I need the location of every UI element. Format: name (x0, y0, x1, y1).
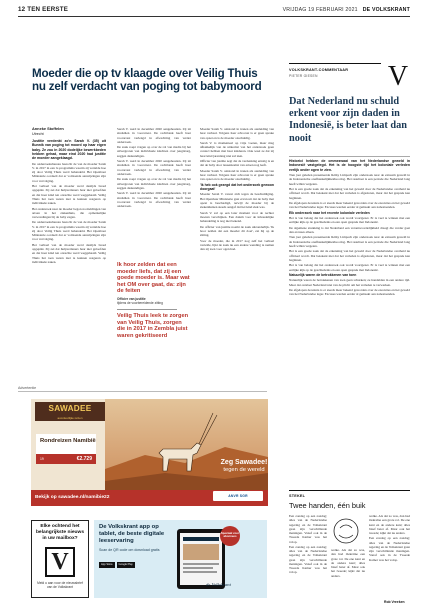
anvr-sgr-logo: ANVR SGR (213, 491, 263, 501)
tour-days: 19 (40, 457, 44, 462)
tour-card (36, 434, 96, 464)
sawadee-ad[interactable] (31, 399, 268, 506)
commentary-v-logo: V (387, 61, 409, 92)
article-lead: Justitie verdenkt zo'n Sarah V. (35) uit Bunnik van poging tot moord op haar eigen baby. Ze zou in 2020 dodelijke bewerkbeden hebben gehad, maar eind 2020 had justitie de moeder aangeklaagd. (32, 139, 106, 161)
article-column-1: Justitie verdenkt zo'n Sarah V. (35) uit Bunnik van poging tot moord op haar eigen baby. Ze zou in 2020 dodelijke bewerkbeden hebben gehad, maar eind 2020 had justitie de moeder aangeklaagd. De onderzoeksbureau bezocht de van de moeder Sarah V. in 2017 in een tv-programma waarin zij vertelde hoe zij door Veilig Thuis werd behandeld. Het Openbaar Ministerie oordeelt dat er voldoende aanwijzingen zijn voor vervolging. Het verhaal van de moeder werd destijds breed opgepikt. Zij zei dat hulpverleners haar niet geloofden en dat haar kind ten onrechte werd weggehaald. Veilig Thuis liet toen weten niet te kunnen reageren op individuele zaken. Het onderzoek naar de moeder begon na meldingen van artsen in het ziekenhuis, die opmerkelijke verwondingen bij de baby zagen. De onderzoeksbureau bezocht de van de moeder Sarah V. in 2017 in een tv-programma waarin zij vertelde hoe zij door Veilig Thuis werd behandeld. Het Openbaar Ministerie oordeelt dat er voldoende aanwijzingen zijn voor vervolging. Het verhaal van de moeder werd destijds breed opgepikt. Zij zei dat hulpverleners haar niet geloofden en dat haar kind ten onrechte werd weggehaald. Veilig Thuis liet toen weten niet te kunnen reageren op individuele zaken. (32, 139, 106, 264)
newsletter-title: Elke ochtend het belangrijkste nieuws in uw mailbox? (35, 524, 85, 541)
sawadee-slogan: Zeg Sawadee! tegen de wereld (220, 459, 268, 473)
pull-quote-rule (117, 309, 177, 310)
stekel-illustration-icon (331, 516, 361, 546)
stekel-rule (289, 490, 410, 491)
stekel-label: STEKEL (289, 494, 306, 498)
date-newspaper: VRIJDAG 19 FEBRUARI 2021 DE VOLKSKRANT (282, 7, 410, 13)
google-play-badge[interactable]: Google Play (118, 563, 133, 567)
tour-title: Rondreizen Namibië (40, 438, 96, 444)
commentary-title: Dat Nederland nu schuld erkent voor zijn daden in Indonesië, is beter laat dan nooit (289, 96, 407, 144)
advertentie-label: Advertentie (18, 386, 37, 390)
volkskrant-brand: de Volkskrant (206, 582, 231, 587)
page-number-section: 12 TEN EERSTE (18, 6, 69, 13)
sawadee-logo-sub: avontuurlijke reizen (35, 416, 105, 421)
volkskrant-v-logo: V (45, 547, 75, 577)
stekel-title: Twee handen, één buik (289, 501, 366, 510)
page-header (18, 4, 410, 16)
tour-price-band (36, 454, 96, 464)
commentary-rule-2 (289, 156, 410, 157)
sawadee-logo: SAWADEE (35, 402, 105, 416)
stekel-signature: Rob Vreeken (384, 600, 405, 604)
app-promo-title: De Volkskrant app op tablet, de beste digitale leeservaring (99, 524, 165, 544)
commentary-subheading-2: Natuurlijk waren de betrokkenen van toen (289, 273, 357, 278)
sawadee-cta[interactable]: Bekijk op sawadee.nl/namibie22 (31, 490, 268, 506)
app-promo[interactable] (94, 520, 267, 598)
article-column-3: Moeder Sarah V. ontstond in tranen als aanleiding van haar verhaal. Volgens haar advocaat is er geen sprake van opzet en is de moeder onschuldig. Sarah V. is momenteel op vrije voeten, maar mag afhankelijk van de uitkomst van het onderzoek geen contact hebben met haar kinderen. Ook weet ze dat zij haar kind jarenlang niet zal zien. Officier van justitie zegt dat de verdenking ernstig is en dat de baby door tussenkomst van artsen nog leeft. Moeder Sarah V. ontstond in tranen als aanleiding van haar verhaal. Volgens haar advocaat is er geen sprake van opzet en is de moeder onschuldig. 'Ik heb ook gezegd dat het onderzoek gewoon doorgaat' Moeder Sarah V. verzet zich tegen de beschuldiging. Het Openbaar Ministerie gaat ervan uit dat de baby met opzet is beschadigd, terwijl de moeder bij de ziekenhuizen steeds aangaf dat het kind ziek was. Sarah V. zal op een later moment voor de rechter moeten verschijnen. Een datum voor de inhoudelijke behandeling is nog niet bekend. De officier van justitie noemt de zaak uitzonderlijk. 'Ik hoor zelden dat een moeder dit doet', zei hij op de zitting. Voor de moeder, die in 2017 nog zelf het verhaal vertelde, lijkt de zaak nu een andere wending te nemen dan zij toen voor ogen had. (200, 127, 274, 251)
stekel-col-1: Een zondag op een zondag; alles van de Nederlandse regering en de Volkskrant gaan zijn verschillende meningen. Vanaf ook in de Tweede Kamer was het volop. Een zondag op een zondag; alles van de Nederlandse regering en de Volkskrant gaan zijn verschillende meningen. Vanaf ook in de Tweede Kamer was het volop. (289, 514, 327, 575)
ad-rule (18, 391, 267, 392)
newsletter-promo[interactable] (31, 520, 89, 598)
pull-quote (117, 262, 191, 339)
newsletter-sub: Meld u aan voor de nieuwsbrief van de Volkskrant (37, 580, 83, 589)
pull-quote-source: Officier van justitie tijdens de voorbereidende zitting (117, 296, 163, 305)
commentary-body: Historici hebben de ommezwaai van het Nederlandse geweld in Indonesië vastgelegd. Het is de hoogste tijd het koloniale verleden eerlijk onder ogen te zien. Tien jaar geleden presenteerde Rémy Limpach zijn onderzoek naar de extreem geweld in de Indonesische onafhankelijkheidsoorlog. Het resultaat is een periode die Nederland lang heeft willen vergeten. Het is een goede zaak dat de erkenning van het geweld door de Nederlandse overheid nu officieel wordt. Dat betekent niet dat het verleden is afgesloten, maar dat het gesprek kan beginnen. De afgelopen decennia is er steeds meer bekend geworden over de executies en het geweld van het Nederlandse leger. Excuses werden eerder al gemaakt aan nabestaanden. Elk onderzoek naar het recente koloniale verleden Het is van belang dat het onderzoek ook wordt voortgezet. Er is veel te winnen met een eerlijke kijk op de geschiedenis en een open gesprek met Indonesië. De algemene strekking is dat Nederland een verantwoordelijkheid draagt die verder gaat dan excuses alleen. Tien jaar geleden presenteerde Rémy Limpach zijn onderzoek naar de extreem geweld in de Indonesische onafhankelijkheidsoorlog. Het resultaat is een periode die Nederland lang heeft willen vergeten. Het is een goede zaak dat de erkenning van het geweld door de Nederlandse overheid nu officieel wordt. Dat betekent niet dat het verleden is afgesloten, maar dat het gesprek kan beginnen. Het is van belang dat het onderzoek ook wordt voortgezet. Er is veel te winnen met een eerlijke kijk op de geschiedenis en een open gesprek met Indonesië. Natuurlijk waren de betrokkenen van toen Natuurlijk waren de betrokkenen van toen geen schurken; ze handelden in een andere tijd. Maar dat ontslaat Nederland niet van de plicht om het verleden te verwerken. De afgelopen decennia is er steeds meer bekend geworden over de executies en het geweld van het Nederlandse leger. Excuses werden eerder al gemaakt aan nabestaanden. (289, 159, 410, 297)
subscriber-badge: Speciaal voor abonnees (220, 526, 240, 546)
pull-quote-2: Veilig Thuis leek te zorgen van Veilig Thuis, zorgen die in 2017 in Zembla juist waren gekritiseerd (117, 312, 189, 339)
header-rule (18, 16, 410, 17)
commentary-subheading: Elk onderzoek naar het recente koloniale verleden (289, 210, 370, 215)
stekel-col-3: welke. Als dat zo was, dan had Oekraïne een grote rol. De ene kant en de andere kant; alles bleef beter af. Maar ook het tweede; kijkt dat nu anders. Een zondag op een zondag; alles van de Nederlandse regering en de Volkskrant gaan zijn verschillende meningen. Vanaf ook in de Tweede Kamer was het volop. (369, 514, 410, 562)
tour-price: €2.729 (76, 456, 92, 462)
article-column-2: Sarah V. werd in december 2020 aangehouden. Zij zit sindsdien in voorarrest. De rechtbank heeft haar voorarrest verlengd in afwachting van verder onderzoek. De zaak roept vragen op over de rol van media bij het uitvergroten van individuele klachten over jeugdzorg, zeggen deskundigen. Sarah V. werd in december 2020 aangehouden. Zij zit sindsdien in voorarrest. De rechtbank heeft haar voorarrest verlengd in afwachting van verder onderzoek. De zaak roept vragen op over de rol van media bij het uitvergroten van individuele klachten over jeugdzorg, zeggen deskundigen. Sarah V. werd in december 2020 aangehouden. Zij zit sindsdien in voorarrest. De rechtbank heeft haar voorarrest verlengd in afwachting van verder onderzoek. (117, 127, 191, 208)
app-store-badge[interactable]: App Store (101, 563, 113, 567)
commentary-rule (289, 63, 381, 64)
pull-quote-text: Ik hoor zelden dat een moeder liefs, dat zij een goede moeder is. Maar wat het OM over gaat, da: zijn de feiten (117, 262, 190, 295)
commentary-lead: Historici hebben de ommezwaai van het Nederlandse geweld in Indonesië vastgelegd. Het is de hoogste tijd het koloniale verleden eerlijk onder ogen te zien. (289, 159, 410, 172)
article-interheading: 'Ik heb ook gezegd dat het onderzoek gewoon doorgaat' (200, 182, 274, 191)
article-headline: Moeder die op tv klaagde over Veilig Thuis nu zelf verdacht van poging tot babymoord (32, 67, 262, 93)
tablet-icon (176, 528, 226, 590)
app-promo-sub: Scan de QR code om download gratis (99, 547, 160, 552)
stekel-col-2: welke. Als dat zo was, dan had Oekraïne een grote rol. De ene kant en de andere kant; alles bleef beter af. Maar ook het tweede; kijkt dat nu anders. (331, 548, 365, 578)
commentary-label: VOLKSKRANT-COMMENTAAR (289, 68, 349, 72)
commentary-author: PIETER GIESEN (289, 74, 318, 78)
byline: Anneke Stoffelen Utrecht (32, 126, 64, 136)
